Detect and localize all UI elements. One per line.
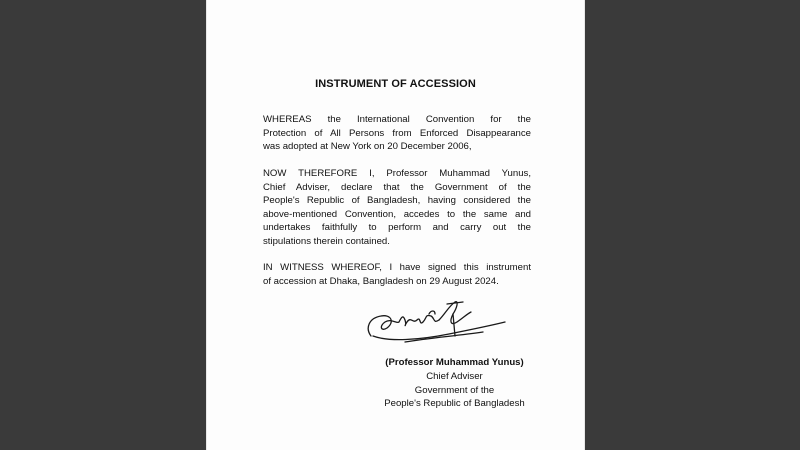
- paragraph-line: People's Republic of Bangladesh, having considered the: [263, 195, 531, 206]
- signatory-name: (Professor Muhammad Yunus): [385, 357, 524, 368]
- paragraph-line: WHEREAS the International Convention for the: [263, 114, 531, 125]
- signatory-title: Chief Adviser: [426, 370, 483, 382]
- paragraph-line: Protection of All Persons from Enforced Disappearance: [263, 127, 531, 139]
- paragraph-line: of accession at Dhaka, Bangladesh on 29 August 2024.: [263, 275, 499, 287]
- paragraph-line: was adopted at New York on 20 December 2006,: [263, 141, 472, 152]
- paragraph-line: undertakes faithfully to perform and carry out the: [263, 222, 531, 233]
- paragraph-in-witness: [263, 261, 531, 288]
- paragraph-line: NOW THEREFORE I, Professor Muhammad Yunus,: [263, 168, 531, 179]
- signatory-block: [367, 356, 542, 411]
- paragraph-line: above-mentioned Convention, accedes to the same and: [263, 208, 531, 220]
- document-title: INSTRUMENT OF ACCESSION: [315, 78, 476, 90]
- paragraph-whereas: [263, 113, 531, 154]
- signatory-org-line: Government of the: [414, 384, 495, 396]
- paragraph-line: stipulations therein contained.: [263, 235, 390, 247]
- handwritten-signature: [359, 292, 509, 352]
- paragraph-line: Chief Adviser, declare that the Government of the: [263, 181, 531, 193]
- signatory-org-line: People's Republic of Bangladesh: [384, 398, 525, 410]
- paragraph-now-therefore: [263, 167, 531, 248]
- document-page: [207, 0, 584, 450]
- paragraph-line: IN WITNESS WHEREOF, I have signed this instrument: [263, 262, 531, 273]
